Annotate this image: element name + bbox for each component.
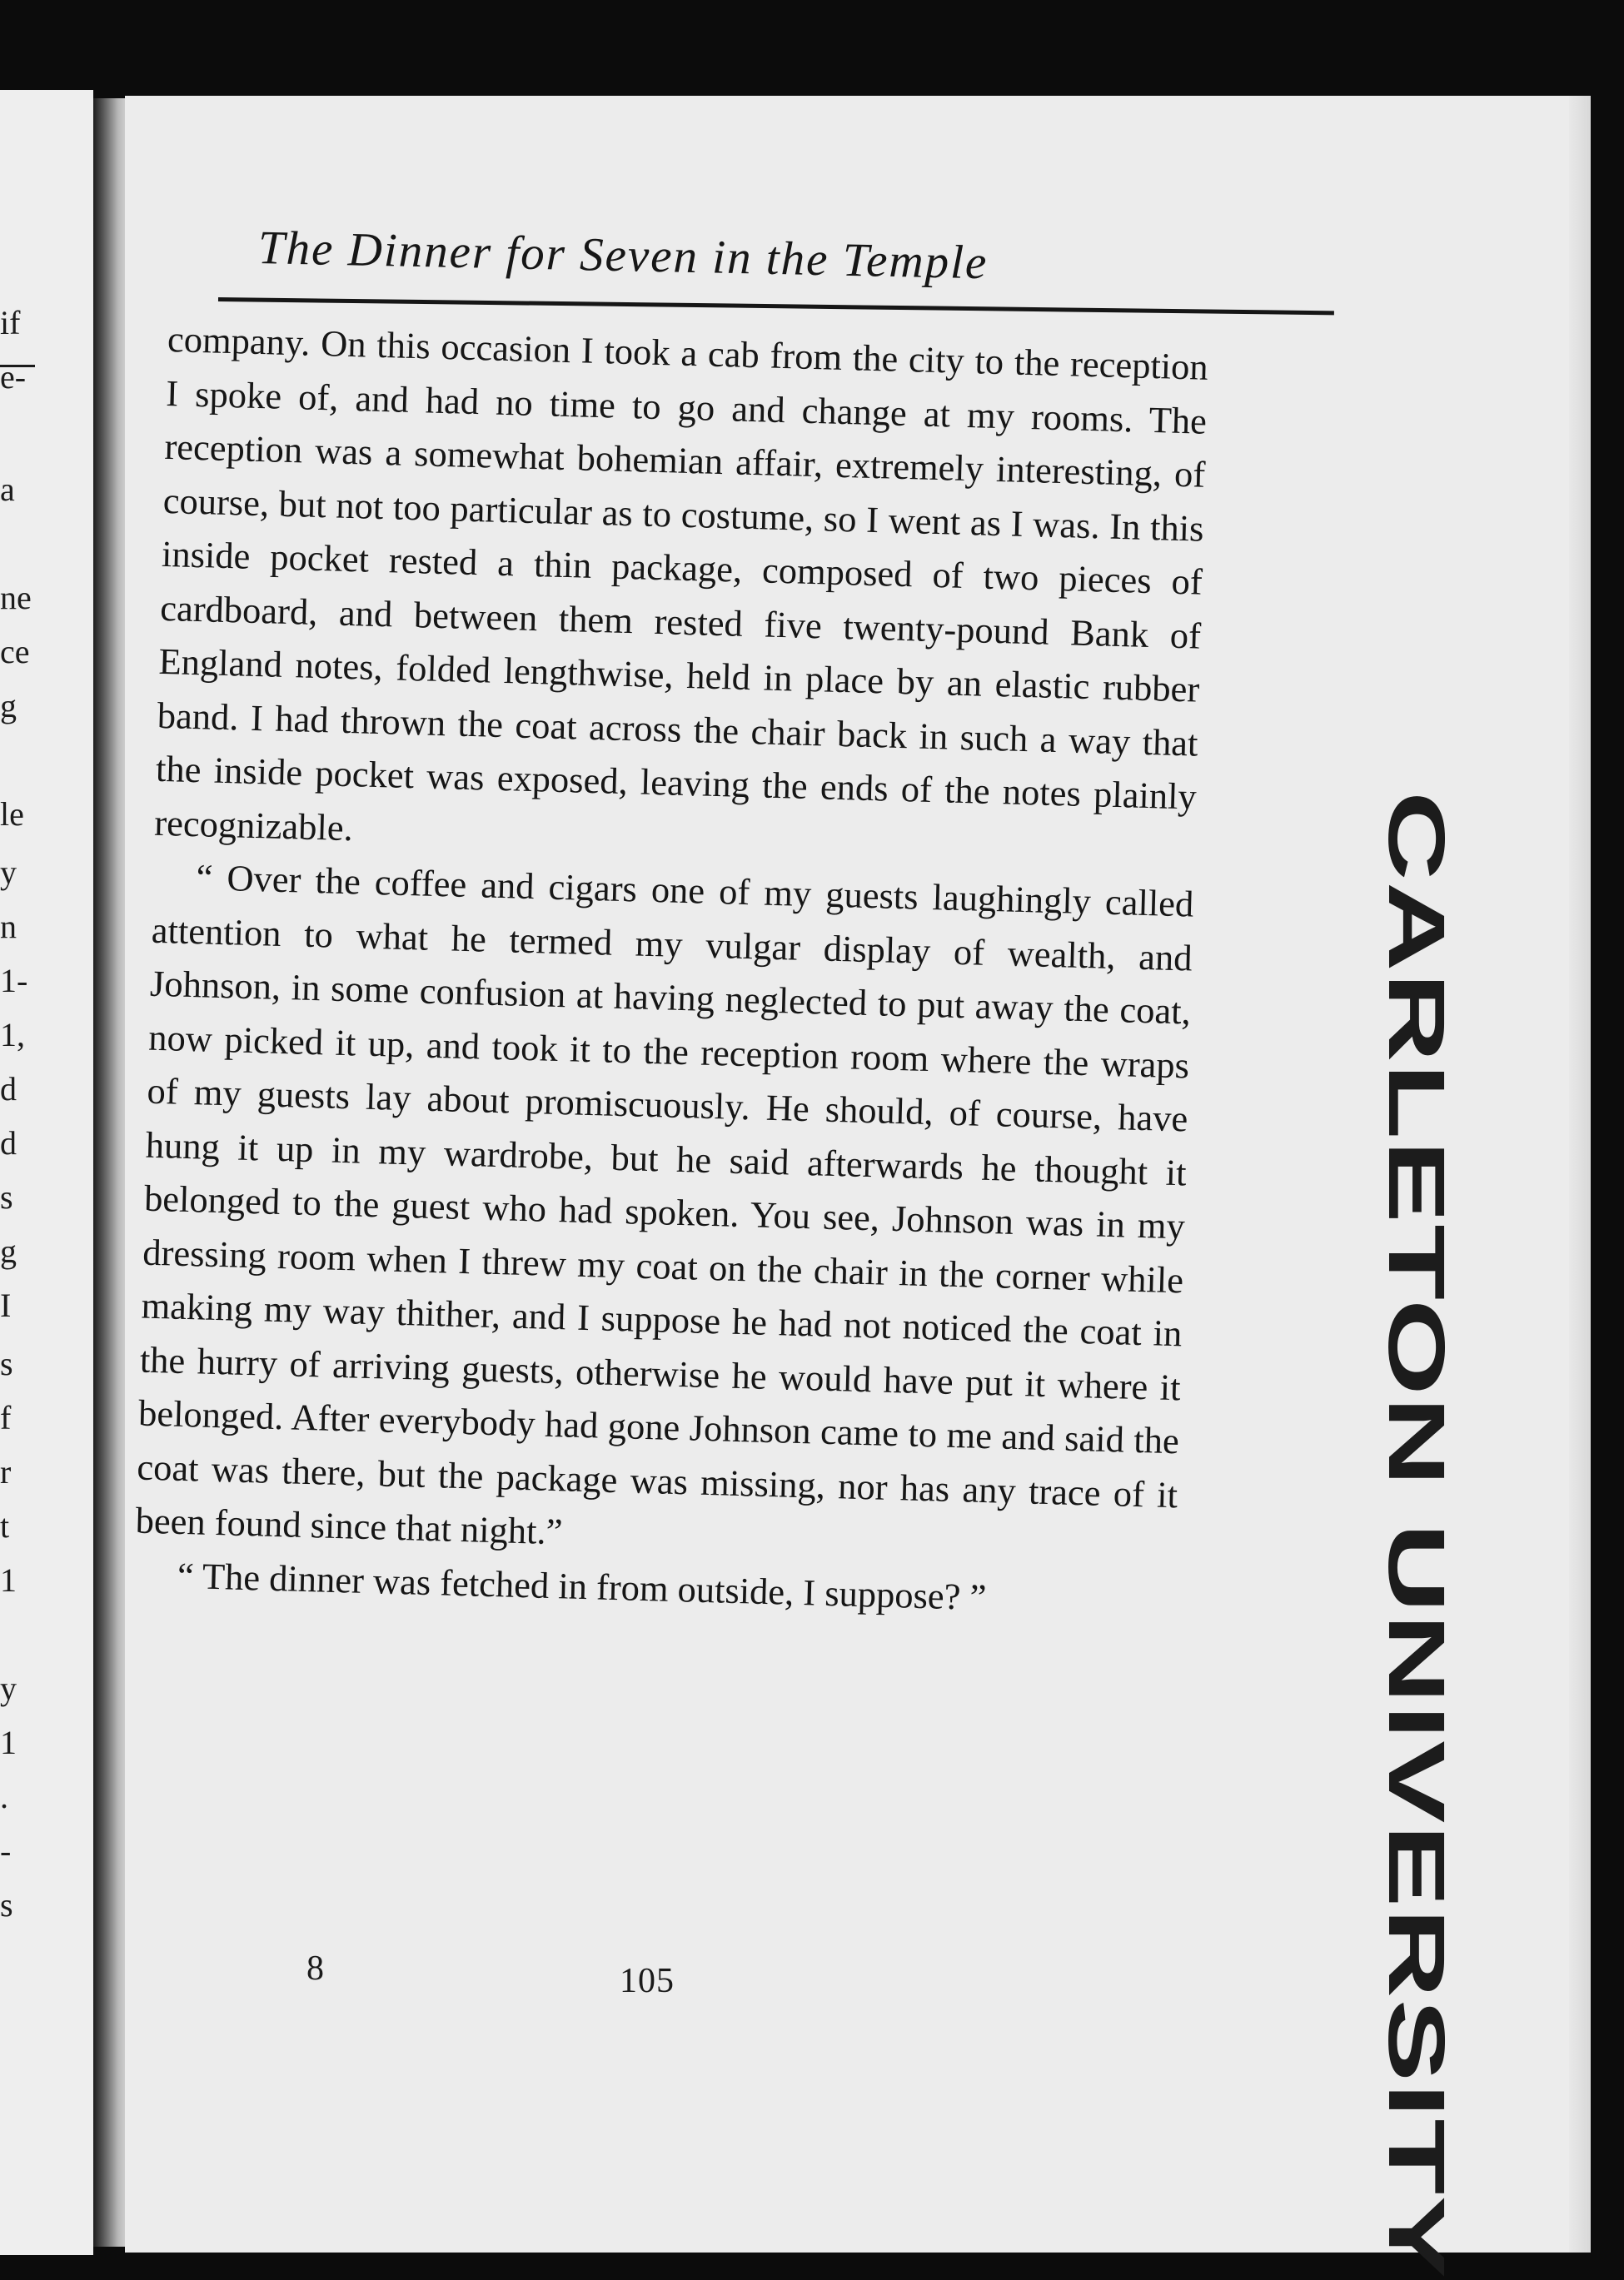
page-number: 105 bbox=[620, 1962, 675, 2000]
left-page-edge bbox=[0, 90, 93, 2255]
left-fragment: y bbox=[0, 854, 17, 891]
left-fragment: s bbox=[0, 1886, 13, 1924]
left-fragment: d bbox=[0, 1124, 17, 1162]
left-fragment: r bbox=[0, 1453, 12, 1491]
left-fragment: g bbox=[0, 1232, 17, 1270]
left-fragment: n bbox=[0, 908, 17, 945]
left-fragment: . bbox=[0, 1778, 8, 1815]
running-head-rule bbox=[218, 297, 1334, 315]
left-fragment: s bbox=[0, 1345, 13, 1382]
body-text bbox=[133, 312, 1208, 1629]
left-fragment: ne bbox=[0, 579, 32, 616]
book-page bbox=[125, 96, 1591, 2280]
left-fragment: 1 bbox=[0, 1724, 17, 1761]
left-fragment: 1, bbox=[0, 1016, 25, 1053]
left-fragment: a bbox=[0, 470, 15, 508]
left-fragment: 1- bbox=[0, 962, 28, 999]
left-fragment: y bbox=[0, 1670, 17, 1707]
left-fragment: if bbox=[0, 304, 21, 341]
signature-mark: 8 bbox=[306, 1949, 324, 1988]
paragraph: “ Over the coffee and cigars one of my guests laughingly called attention to what he termed my vulgar display of wealth, and Johnson, in some confusion at having neglected to put away the coat, now picked it up, and took it to the reception room where the wraps of my guests lay about promiscuously. He should, of course, have hung it up in my wardrobe, but he said afterwards he thought it belonged to the guest who had spoken. You see, Johnson was in my dressing room when I threw my coat on the chair in the corner while making my way thither, and I suppose he had not noticed the coat in the hurry of arriving guests, otherwise he would have put it where it belonged. After everybody had gone Johnson came to me and said the coat was there, but the package was missing, nor has any trace of it been found since that night.” bbox=[135, 856, 1194, 1553]
paragraph: “ The dinner was fetched in from outside, I suppose? ” bbox=[177, 1554, 988, 1618]
left-fragment: ce bbox=[0, 633, 30, 670]
left-fragment: le bbox=[0, 795, 24, 833]
library-stamp-text: CARLETON UNIVERSITY bbox=[1372, 791, 1461, 2280]
running-head: The Dinner for Seven in the Temple bbox=[257, 222, 989, 290]
left-fragment: d bbox=[0, 1070, 17, 1108]
paragraph: company. On this occasion I took a cab from the city to the reception I spoke of, and had no time to go and change at my rooms. The reception was a somewhat bohemian affair, extremely interesting, of course, but not too particular as to costume, so I went as I was. In this inside pocket rested a thin package, composed of two pieces of cardboard, and between them rested five twenty-pound Bank of England notes, folded lengthwise, held in place by an elastic rubber band. I had thrown the coat across the chair back in such a way that the inside pocket was exposed, leaving the ends of the notes plainly recognizable. bbox=[153, 317, 1209, 849]
left-fragment: s bbox=[0, 1178, 13, 1216]
page-edge bbox=[1569, 96, 1591, 2253]
left-fragment: f bbox=[0, 1399, 12, 1436]
left-fragment: I bbox=[0, 1287, 12, 1324]
left-fragment: - bbox=[0, 1832, 12, 1869]
left-fragment: 1 bbox=[0, 1561, 17, 1599]
left-fragment: t bbox=[0, 1507, 10, 1545]
left-fragment: g bbox=[0, 687, 17, 724]
left-fragment: e- bbox=[0, 358, 27, 396]
library-stamp bbox=[1366, 791, 1466, 2280]
